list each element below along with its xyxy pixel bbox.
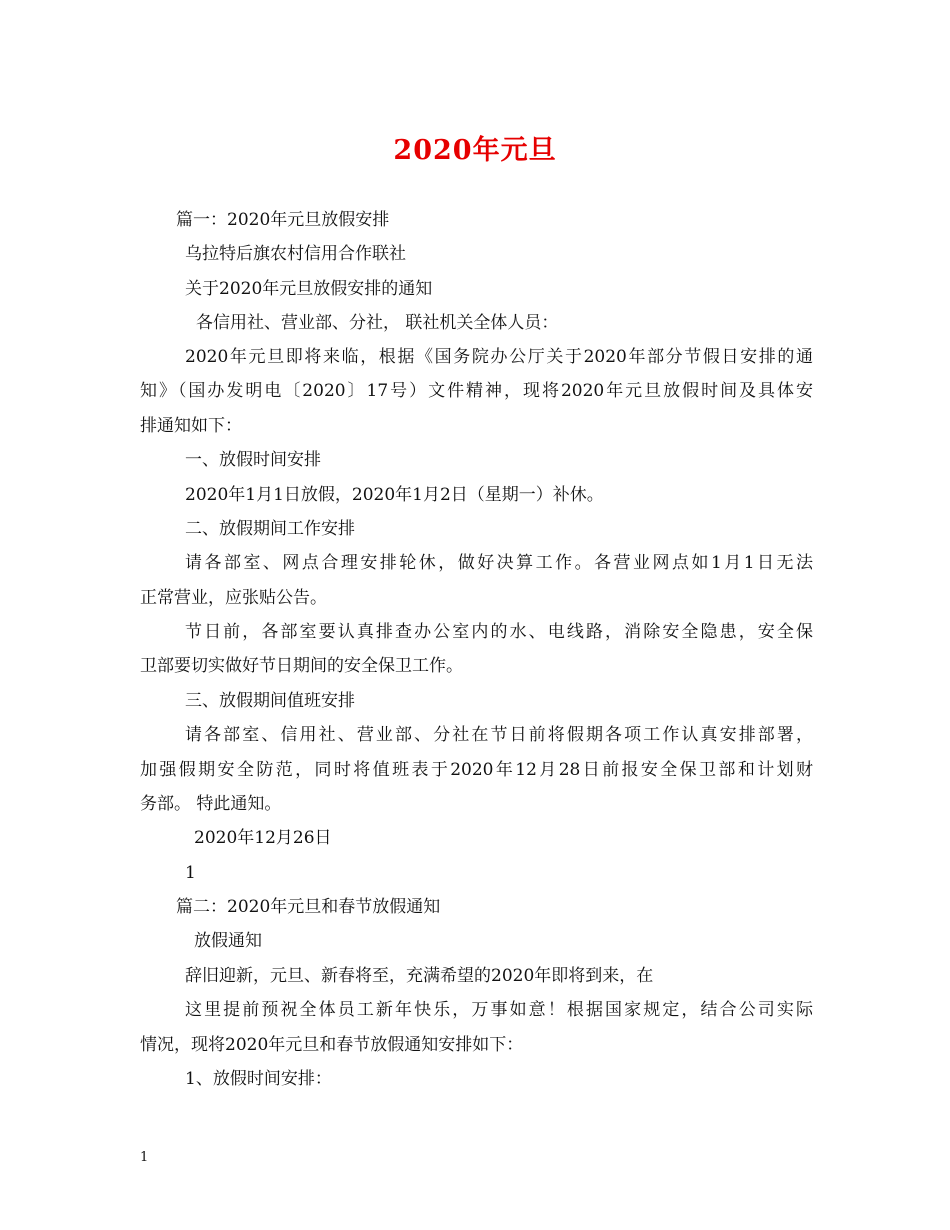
- paragraph-line: 加强假期安全防范，同时将值班表于2020年12月28日前报安全保卫部和计划财: [140, 760, 813, 780]
- paragraph-line: 辞旧迎新，元旦、新春将至，充满希望的2020年即将到来，在: [185, 966, 654, 986]
- section-heading-2: 篇二：2020年元旦和春节放假通知: [176, 897, 441, 917]
- section-heading: 二、放假期间工作安排: [185, 519, 355, 539]
- paragraph-line: 节日前，各部室要认真排查办公室内的水、电线路，消除安全隐患，安全保: [185, 622, 813, 642]
- paragraph-line: 2020年1月1日放假，2020年1月2日（星期一）补休。: [185, 485, 604, 505]
- notice-title: 关于2020年元旦放假安排的通知: [185, 279, 433, 299]
- paragraph-line: 卫部要切实做好节日期间的安全保卫工作。: [140, 656, 463, 676]
- document-title: 2020年元旦: [393, 135, 557, 166]
- section-heading: 一、放假时间安排: [185, 450, 321, 470]
- section-heading: 1、放假时间安排：: [185, 1069, 332, 1089]
- paragraph-line: 排通知如下：: [140, 416, 242, 436]
- inline-page-number: 1: [185, 863, 196, 883]
- section-heading: 三、放假期间值班安排: [185, 691, 355, 711]
- paragraph-line: 知》（国办发明电〔2020〕17号）文件精神，现将2020年元旦放假时间及具体安: [140, 381, 813, 401]
- organization-name: 乌拉特后旗农村信用合作联社: [185, 244, 406, 264]
- section-heading-1: 篇一：2020年元旦放假安排: [176, 210, 390, 230]
- date-line: 2020年12月26日: [194, 828, 332, 848]
- paragraph-line: 务部。 特此通知。: [140, 794, 282, 814]
- paragraph-line: 正常营业，应张贴公告。: [140, 588, 327, 608]
- recipients-line: 各信用社、营业部、分社， 联社机关全体人员：: [196, 313, 559, 333]
- paragraph-line: 请各部室、信用社、营业部、分社在节日前将假期各项工作认真安排部署，: [185, 725, 813, 745]
- paragraph-line: 请各部室、网点合理安排轮休，做好决算工作。各营业网点如1月1日无法: [185, 553, 813, 573]
- paragraph-line: 这里提前预祝全体员工新年快乐，万事如意！根据国家规定，结合公司实际: [185, 1000, 813, 1020]
- paragraph-line: 2020年元旦即将来临，根据《国务院办公厅关于2020年部分节假日安排的通: [185, 347, 813, 367]
- paragraph-line: 情况，现将2020年元旦和春节放假通知安排如下：: [140, 1035, 524, 1055]
- notice-title: 放假通知: [194, 931, 262, 951]
- page-number: 1: [140, 1150, 149, 1165]
